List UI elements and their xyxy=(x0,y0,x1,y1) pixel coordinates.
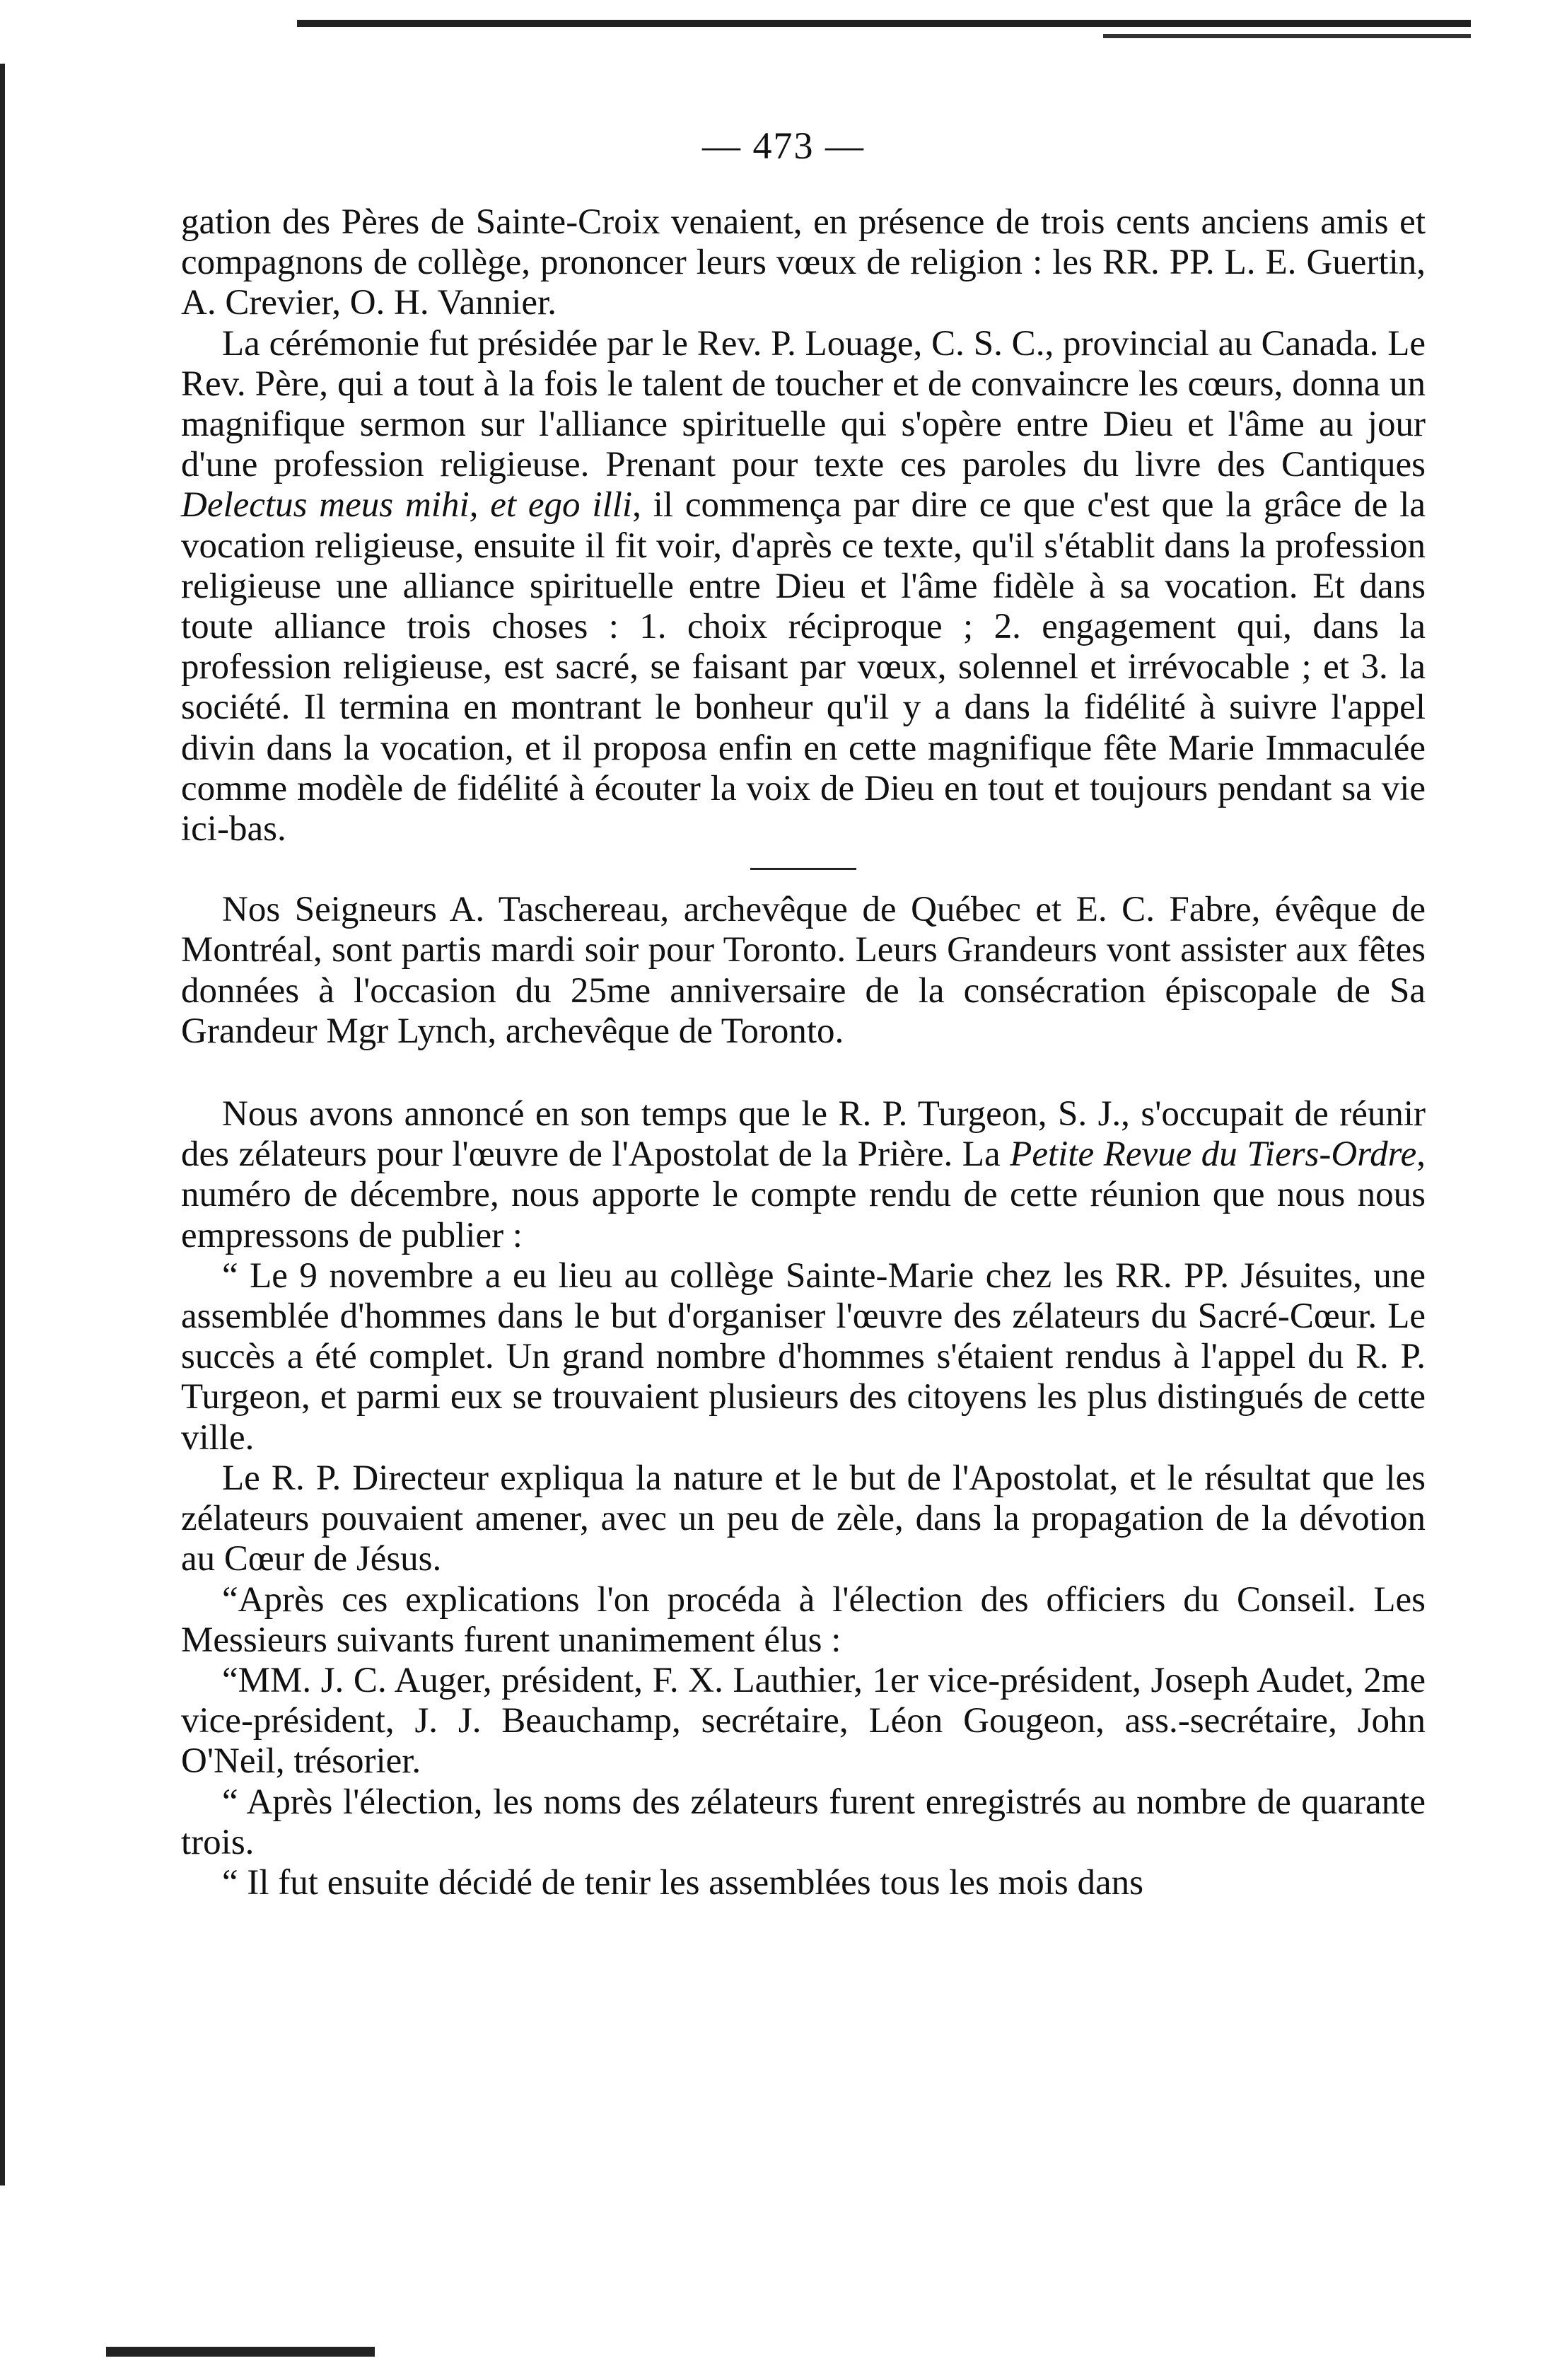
ceremony-text-start: La cérémonie fut présidée par le Rev. P. Louage, C. S. C., provincial au Canada. Le Rev. Père, qui a tout à la fois le talent de toucher et de convaincre les cœurs, donna un magnifique sermon sur l'alliance spirituelle qui s'opère entre Dieu et l'âme au jour d'une profession religieuse. Prenant pour texte ces paroles du livre des Cantiques xyxy=(181,323,1426,485)
page-number: — 473 — xyxy=(702,124,865,167)
paragraph-director: Le R. P. Directeur expliqua la nature et le but de l'Apostolat, et le résultat que les zélateurs pouvaient amener, avec un peu de zèle, dans la propagation de la dévotion au Cœur de Jésus. xyxy=(181,1458,1426,1579)
apostolat-intro-start: Nous avons annoncé en son temps que le R. P. Turgeon, S. J., s'occupait de réunir des zélateurs pour l'œuvre de l'Apostolat de la Prière. La xyxy=(181,1094,1426,1175)
ceremony-text-end: , il commença par dire ce que c'est que la grâce de la vocation religieuse, ensuite il fit voir, d'après ce texte, qu'il s'établit dans la profession religieuse une alliance spirituelle entre Dieu et l'âme fidèle à sa vocation. Et dans toute alliance trois choses : 1. choix réciproque ; 2. engagement qui, dans la profession religieuse, est sacré, se faisant par vœux, solennel et irrévocable ; et 3. la société. Il termina en montrant le bonheur qu'il y a dans la fidélité à suivre l'appel divin dans la vocation, et il proposa enfin en cette magnifique fête Marie Immaculée comme modèle de fidélité à écouter la voix de Dieu en tout et toujours pendant sa vie ici-bas. xyxy=(181,485,1426,849)
section-divider xyxy=(750,868,856,870)
paragraph-profession-vows: gation des Pères de Sainte-Croix venaient, en présence de trois cents anciens amis et compagnons de collège, prononcer leurs vœux de religion : les RR. PP. L. E. Guertin, A. Crevier, O. H. Vannier. xyxy=(181,202,1426,323)
scan-edge-left xyxy=(0,64,5,2185)
section-spacer xyxy=(181,1052,1426,1094)
revue-title: Petite Revue du Tiers-Ordre xyxy=(1010,1134,1417,1175)
canticle-quote: Delectus meus mihi, et ego illi xyxy=(181,485,633,526)
paragraph-assembly: “ Le 9 novembre a eu lieu au collège Sainte-Marie chez les RR. PP. Jésuites, une assemblée d'hommes dans le but d'organiser l'œuvre des zélateurs du Sacré-Cœur. Le succès a été complet. Un grand nombre d'hommes s'étaient rendus à l'appel du R. P. Turgeon, et parmi eux se trouvaient plusieurs des citoyens les plus distingués de cette ville. xyxy=(181,1255,1426,1458)
paragraph-bishops-toronto: Nos Seigneurs A. Taschereau, archevêque de Québec et E. C. Fabre, évêque de Montréal, sont partis mardi soir pour Toronto. Leurs Grandeurs vont assister aux fêtes données à l'occasion du 25me anniversaire de la consécration épiscopale de Sa Grandeur Mgr Lynch, archevêque de Toronto. xyxy=(181,890,1426,1051)
paragraph-registration: “ Après l'élection, les noms des zélateurs furent enregistrés au nombre de quarante trois. xyxy=(181,1782,1426,1862)
scan-edge-top xyxy=(297,20,1471,27)
paragraph-apostolat-intro xyxy=(181,1094,1426,1256)
paragraph-election: “Après ces explications l'on procéda à l'élection des officiers du Conseil. Les Messieurs suivants furent unanimement élus : xyxy=(181,1579,1426,1660)
scan-edge-bottom xyxy=(106,2347,375,2357)
paragraph-officers: “MM. J. C. Auger, président, F. X. Lauthier, 1er vice-président, Joseph Audet, 2me vice-président, J. J. Beauchamp, secrétaire, Léon Gougeon, ass.-secrétaire, John O'Neil, trésorier. xyxy=(181,1660,1426,1782)
paragraph-ceremony xyxy=(181,324,1426,850)
article-body xyxy=(181,202,1426,1903)
apostolat-intro-end: , numéro de décembre, nous apporte le compte rendu de cette réunion que nous nous empressons de publier : xyxy=(181,1134,1426,1255)
scan-edge-top-secondary xyxy=(1103,34,1471,38)
paragraph-monthly-meetings: “ Il fut ensuite décidé de tenir les assemblées tous les mois dans xyxy=(222,1862,1143,1903)
